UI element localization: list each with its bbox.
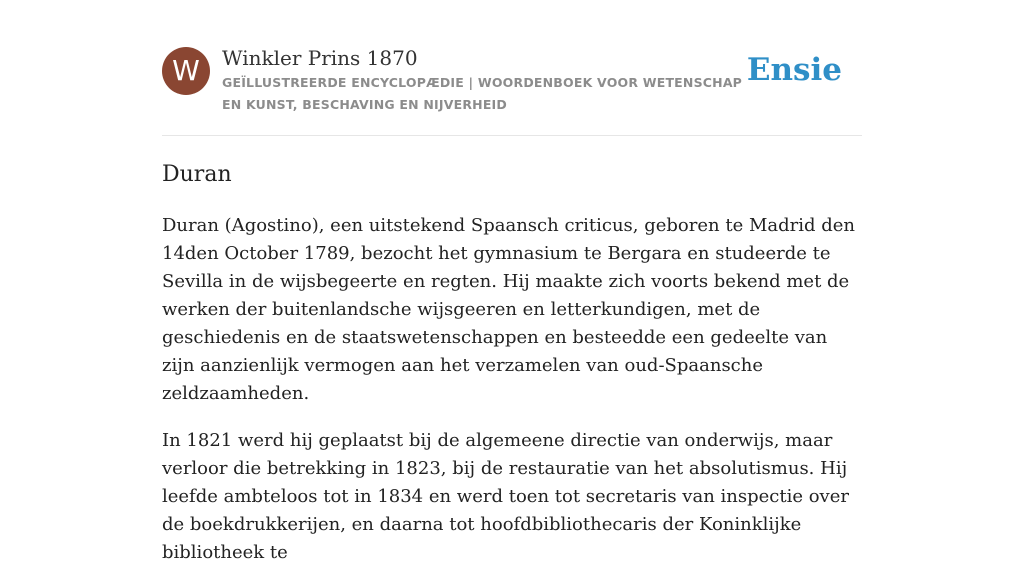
entry-body bbox=[162, 212, 862, 586]
entry-paragraph: In 1821 werd hij geplaatst bij de algemeene directie van onderwijs, maar verloor die betrekking in 1823, bij de restauratie van het absolutismus. Hij leefde ambteloos tot in 1834 en werd toen tot secretaris van inspectie over de boekdrukkerijen, en daarna tot hoofdbibliothecaris der Koninklijke bibliotheek te bbox=[162, 430, 849, 563]
source-subtitle: GEÏLLUSTREERDE ENCYCLOPÆDIE | WOORDENBOEK VOOR WETENSCHAP EN KUNST, BESCHAVING EN NIJVERHEID bbox=[222, 75, 743, 112]
entry-paragraph: Duran (Agostino), een uitstekend Spaansch criticus, geboren te Madrid den 14den October 1789, bezocht het gymnasium te Bergara en studeerde te Sevilla in de wijsbegeerte en regten. Hij maakte zich voorts bekend met de werken der buitenlandsche wijsgeeren en letterkundigen, met de geschiedenis en de staatswetenschappen en besteedde een gedeelte van zijn aanzienlijk vermogen aan het verzamelen van oud-Spaansche zeldzaamheden. bbox=[162, 215, 855, 404]
entry-title: Duran bbox=[162, 162, 232, 187]
source-header bbox=[162, 0, 862, 136]
page-container bbox=[162, 0, 862, 563]
source-avatar[interactable]: W bbox=[162, 47, 210, 95]
ensie-logo[interactable]: Ensie bbox=[746, 52, 842, 88]
source-title[interactable]: Winkler Prins 1870 bbox=[222, 46, 418, 70]
